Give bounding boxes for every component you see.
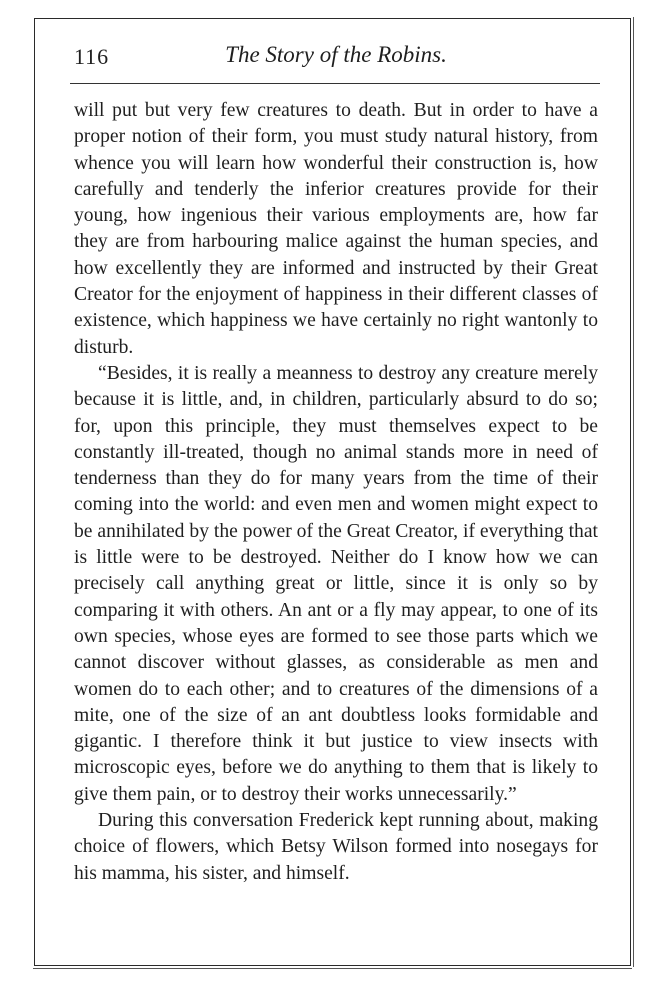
running-head: [74, 40, 598, 76]
paragraph-narration: During this conversation Frederick kept running about, making choice of flowers, which Betsy Wilson formed into nosegays for his mamma, his sister, and himself.: [74, 810, 598, 884]
body-text: [74, 98, 598, 887]
running-title: The Story of the Robins.: [225, 42, 447, 67]
page-number: 116: [74, 44, 110, 69]
header-rule: [70, 83, 600, 84]
paragraph-quote: “Besides, it is really a meanness to destroy any creature merely because it is little, and, in children, particularly absurd to do so; for, upon this principle, they must themselves expect to be constantly ill-treated, though no animal stands more in need of tenderness than they do for many years from the time of their coming into the world: and even men and women might expect to be annihilated by the power of the Great Creator, if everything that is little were to be destroyed. Neither do I know how we can precisely call anything great or little, since it is only so by comparing it with others. An ant or a fly may appear, to one of its own species, whose eyes are formed to see those parts which we cannot discover without glasses, as considerable as men and women do to each other; and to creatures of the dimensions of a mite, one of the size of an ant doubtless looks formidable and gigantic. I therefore think it but justice to view insects with microscopic eyes, before we do anything to them that is likely to give them pain, or to destroy their works unnecessarily.”: [74, 362, 598, 805]
paragraph-continued: will put but very few creatures to death. But in order to have a proper notion of their form, you must study natural history, from whence you will learn how wonderful their construction is, how carefully and tenderly the inferior creatures provide for their young, how ingenious their various employments are, how far they are from harbouring malice against the human species, and how excellently they are informed and instructed by their Great Creator for the enjoyment of happiness in their different classes of existence, which happiness we have certainly no right wantonly to disturb.: [74, 100, 598, 358]
